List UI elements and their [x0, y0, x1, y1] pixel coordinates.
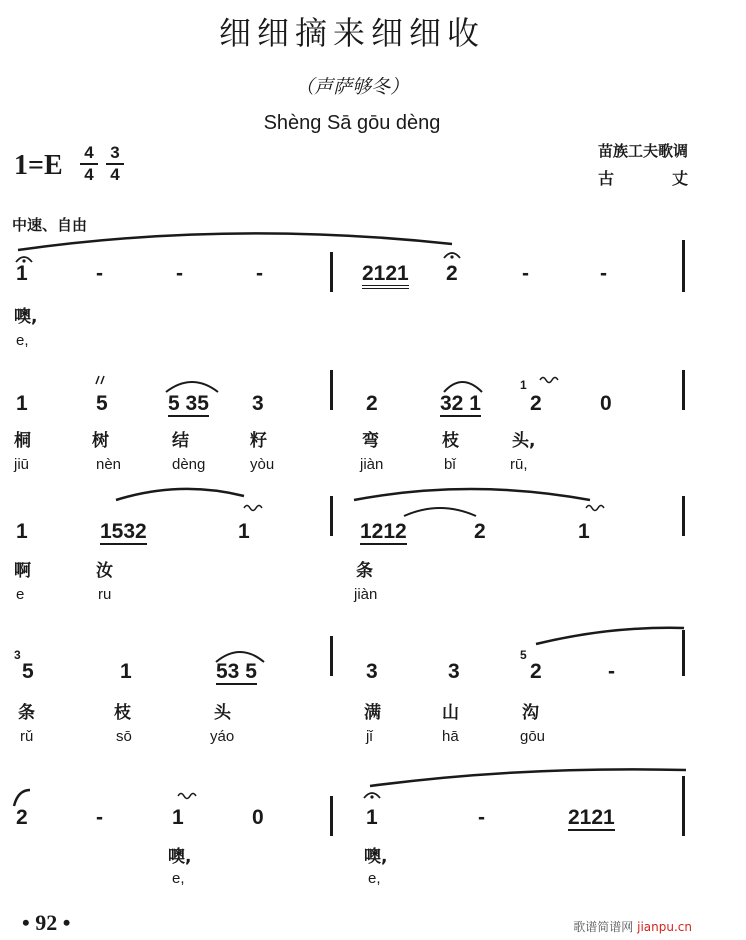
watermark-text: 歌谱简谱网 [573, 920, 634, 934]
slur [166, 382, 218, 392]
lyric: 头 [214, 703, 231, 723]
fermata-dot [450, 255, 453, 258]
lyric-pinyin: yáo [210, 728, 235, 745]
trill-ornament [586, 506, 604, 511]
lyric: 枝 [442, 431, 459, 451]
note: 3 [366, 660, 378, 683]
note-dash: - [256, 262, 263, 285]
bar-line [330, 496, 333, 536]
lyric-pinyin: ru [98, 586, 112, 603]
note: 1 [366, 806, 378, 829]
slur [14, 790, 30, 806]
lyric: 噢, [14, 307, 38, 327]
note: 1 [120, 660, 132, 683]
note: 1 [16, 392, 28, 415]
slur [536, 628, 684, 644]
bar-line [330, 370, 333, 410]
song-subtitle: （声萨够冬） [294, 76, 409, 98]
grace-note: 1 [520, 378, 527, 392]
lyric-pinyin: yòu [250, 456, 275, 473]
lyric-pinyin: jiàn [354, 586, 378, 603]
pinyin-title: Shèng Sā gōu dèng [263, 112, 441, 134]
lyric: 枝 [114, 703, 131, 723]
song-region: 古丈 [597, 169, 746, 188]
bar-line [682, 496, 685, 536]
lyric: 山 [442, 703, 459, 723]
time-sig-top: 3 [110, 143, 120, 162]
note-dash: - [176, 262, 183, 285]
slur [116, 489, 244, 500]
note: 1 [238, 520, 250, 543]
slur [18, 233, 452, 250]
time-sig-bottom: 4 [110, 165, 120, 184]
note: 2 [530, 392, 542, 415]
note-dash: - [478, 806, 485, 829]
note: 3 [252, 392, 264, 415]
note-group-digits: 1212 [360, 520, 407, 543]
note-group [568, 806, 615, 831]
note-group [440, 392, 481, 417]
key-signature: 1=E [14, 150, 63, 181]
lyric-pinyin: bǐ [444, 456, 456, 473]
lyric: 弯 [362, 431, 379, 451]
lyric: 树 [92, 431, 109, 451]
lyric: 汝 [96, 561, 113, 581]
note-group-digits: 32 1 [440, 392, 481, 415]
note-group [100, 520, 147, 545]
note-group-digits: 53 5 [216, 660, 257, 683]
note: 2 [446, 262, 458, 285]
note: 5 [96, 392, 108, 415]
lyric-pinyin: rū, [510, 456, 528, 473]
note-group [362, 262, 409, 289]
bar-line [330, 796, 333, 836]
rest: 0 [252, 806, 264, 829]
lyric: 噢, [364, 847, 388, 867]
note-dash: - [600, 262, 607, 285]
bar-line [330, 636, 333, 676]
song-title: 细细摘来细细收 [218, 14, 485, 52]
note-group [360, 520, 407, 545]
slur [404, 508, 476, 516]
note-dash: - [522, 262, 529, 285]
slur [444, 382, 482, 392]
note: 1 [16, 520, 28, 543]
lyric-pinyin: jiàn [360, 456, 384, 473]
page-number: • 92 • [22, 910, 71, 935]
note-dash: - [96, 806, 103, 829]
lyric: 噢, [168, 847, 192, 867]
lyric: 籽 [250, 431, 267, 451]
note: 2 [474, 520, 486, 543]
lyric-pinyin: hā [442, 728, 459, 745]
bar-line [682, 776, 685, 836]
note: 3 [448, 660, 460, 683]
lyric-pinyin: gōu [520, 728, 546, 745]
lyric: 沟 [522, 703, 539, 723]
lyric-pinyin: jiū [14, 456, 30, 473]
bar-line [330, 252, 333, 292]
trill-ornament [244, 506, 262, 511]
time-sig-bottom: 4 [84, 165, 94, 184]
lyric-pinyin: e, [172, 870, 185, 887]
song-source: 苗族工夫歌调 [597, 142, 688, 160]
note: 1 [578, 520, 590, 543]
note: 2 [530, 660, 542, 683]
note-group-digits: 1532 [100, 520, 147, 543]
lyric-pinyin: e, [368, 870, 381, 887]
note-group-digits: 2121 [362, 263, 409, 289]
note: 5 [22, 660, 34, 683]
lyric: 满 [364, 703, 381, 723]
lyric: 头, [512, 431, 536, 451]
note-group-digits: 5 35 [168, 392, 209, 415]
note-group-digits: 2121 [568, 806, 615, 829]
lyric-pinyin: jǐ [366, 728, 373, 745]
note: 1 [172, 806, 184, 829]
lyric-pinyin: dèng [172, 456, 206, 473]
rest: 0 [600, 392, 612, 415]
note: 1 [16, 262, 28, 285]
time-sig-top: 4 [84, 143, 94, 162]
bar-line [682, 240, 685, 292]
note: 2 [366, 392, 378, 415]
bar-line [682, 370, 685, 410]
lyric: 条 [18, 703, 35, 723]
watermark [573, 918, 692, 935]
tempo-marking: 中速、自由 [12, 216, 88, 234]
lyric-pinyin: rǔ [20, 728, 34, 745]
lyric: 桐 [14, 431, 31, 451]
grace-note: 5 [520, 648, 527, 662]
fermata-dot [370, 795, 373, 798]
bar-line [682, 630, 685, 676]
note-group [168, 392, 209, 417]
note-dash: - [96, 262, 103, 285]
note-dash: - [608, 660, 615, 683]
grace-note: 3 [14, 648, 21, 662]
trill-ornament [540, 378, 558, 383]
note: 2 [16, 806, 28, 829]
lyric-pinyin: nèn [96, 456, 122, 473]
lyric-pinyin: sō [116, 728, 132, 745]
slur [370, 769, 686, 786]
trill-ornament [178, 794, 196, 799]
slur [354, 489, 590, 500]
lyric: 啊 [14, 561, 31, 581]
lyric-pinyin: e, [16, 332, 29, 349]
watermark-url: jianpu.cn [637, 920, 692, 934]
lyric: 结 [172, 431, 189, 451]
accent-mark [96, 376, 104, 384]
note-group [216, 660, 257, 685]
lyric: 条 [356, 561, 373, 581]
lyric-pinyin: e [16, 586, 25, 603]
